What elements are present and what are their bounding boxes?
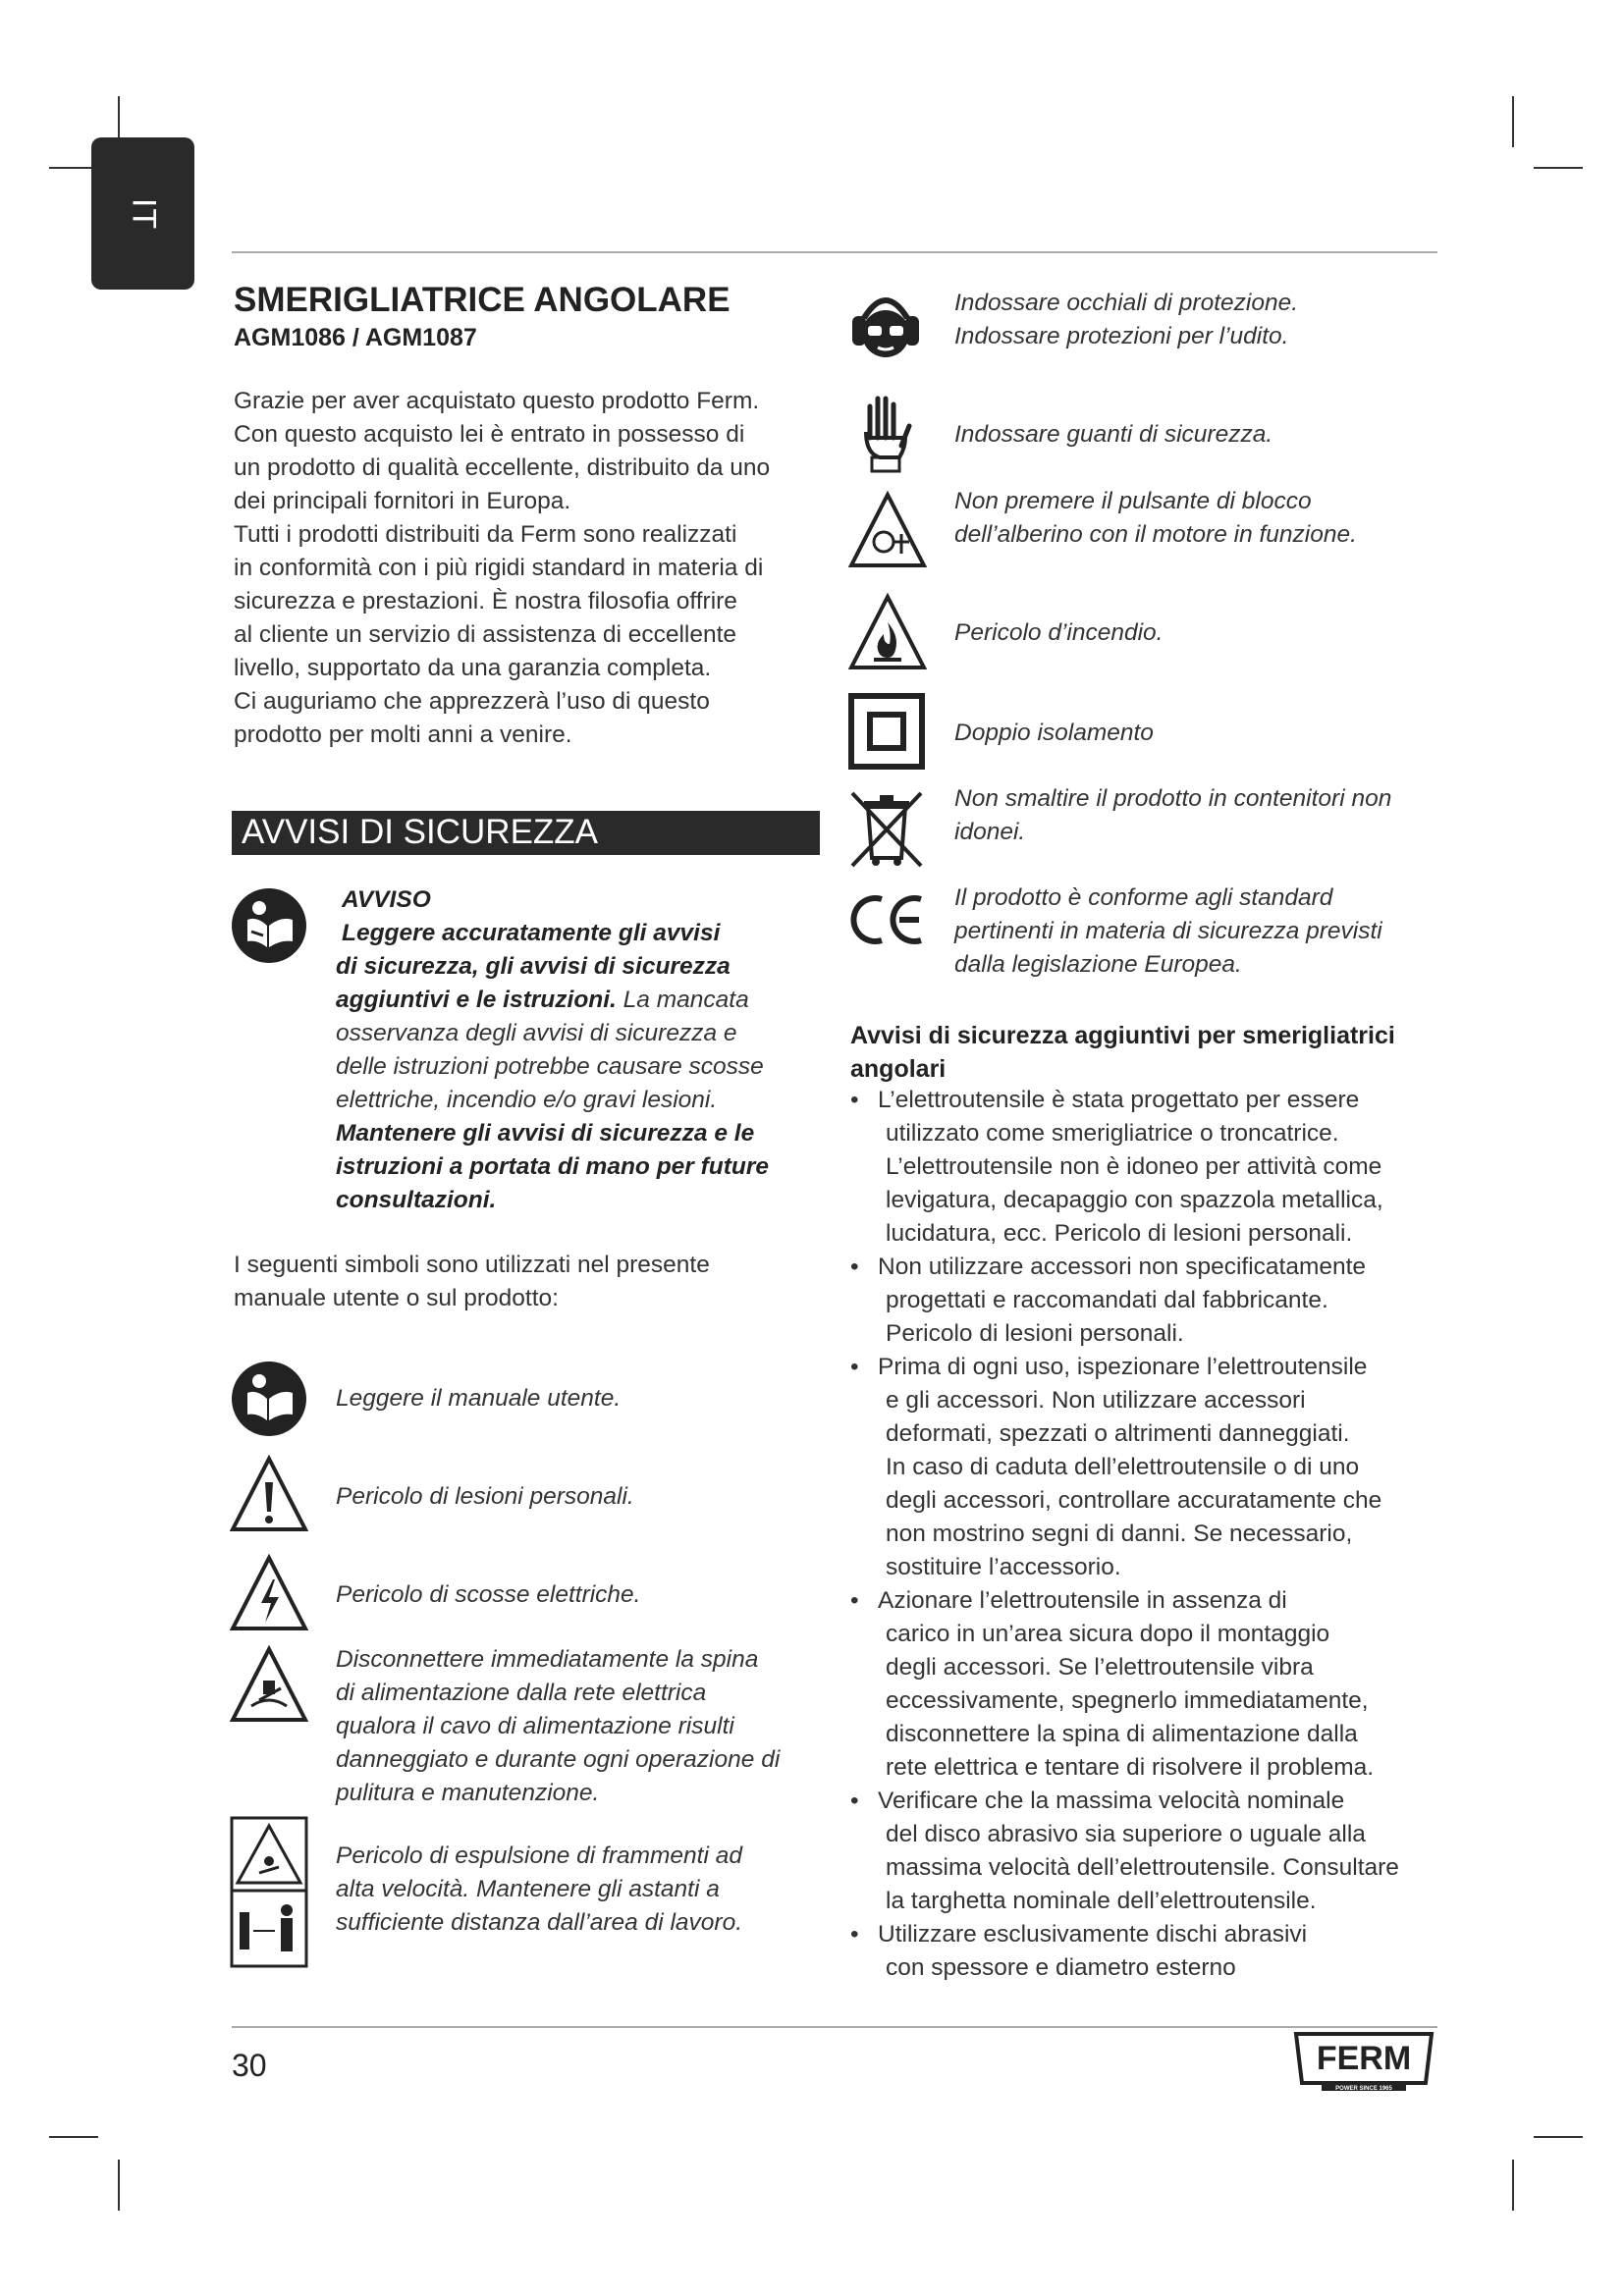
symbols-intro: I seguenti simboli sono utilizzati nel presente manuale utente o sul prodotto: [234, 1252, 710, 1311]
symbol-text-spindle-lock: Non premere il pulsante di blocco dell’alberino con il motore in funzione. [954, 488, 1357, 548]
weee-bin-icon [848, 789, 925, 870]
list-item: • L’elettroutensile è stata progettato per essere utilizzato come smerigliatrice o troncatrice. L’elettroutensile non è idoneo per attività come levigatura, decapaggio con spazzola metallica, lucidatura, ecc. Pericolo di lesioni personali. [850, 1084, 1451, 1251]
read-manual-icon [230, 886, 308, 965]
symbol-text-double-insulation: Doppio isolamento [954, 720, 1154, 746]
symbol-text-gloves: Indossare guanti di sicurezza. [954, 421, 1273, 448]
symbol-text-eye-ear-protection: Indossare occhiali di protezione. Indossare protezioni per l’udito. [954, 290, 1299, 349]
language-tab [91, 137, 194, 290]
page-title: SMERIGLIATRICE ANGOLARE [234, 281, 731, 319]
footer-rule [232, 2026, 1437, 2028]
symbol-text-flying-debris: Pericolo di espulsione di frammenti ad alta velocità. Mantenere gli astanti a sufficiente distanza dall’area di lavoro. [336, 1842, 743, 1936]
crop-mark [1512, 96, 1514, 147]
symbol-text-electric-shock: Pericolo di scosse elettriche. [336, 1581, 641, 1608]
warning-exclamation-icon [230, 1455, 308, 1533]
unplug-icon [230, 1645, 308, 1724]
crop-mark [1534, 2136, 1583, 2138]
list-item: • Azionare l’elettroutensile in assenza di carico in un’area sicura dopo il montaggio degli accessori. Se l’elettroutensile vibra eccessivamente, spegnerlo immediatamente, disconnettere la spina di alimentazione dalla rete elettrica e tentare di risolvere il problema. [850, 1584, 1451, 1785]
ce-mark-icon [848, 889, 927, 948]
symbol-text-personal-injury: Pericolo di lesioni personali. [336, 1483, 634, 1510]
symbol-text-ce-mark: Il prodotto è conforme agli standard pertinenti in materia di sicurezza previsti dalla legislazione Europea. [954, 884, 1382, 978]
additional-warnings-heading: Avvisi di sicurezza aggiuntivi per smerigliatrici angolari [850, 1022, 1395, 1083]
additional-warnings-list [850, 1084, 1451, 1985]
read-manual-icon [230, 1360, 308, 1438]
warning-text: AVVISO Leggere accuratamente gli avvisi di sicurezza, gli avvisi di sicurezza aggiuntivi e le istruzioni. La mancata osservanza degli avvisi di sicurezza e delle istruzioni potrebbe causare scosse elettriche, incendio e/o gravi lesioni. Mantenere gli avvisi di sicurezza e le istruzioni a portata di mano per future consultazioni. [336, 886, 770, 1213]
intro-paragraph: Grazie per aver acquistato questo prodotto Ferm. Con questo acquisto lei è entrato in possesso di un prodotto di qualità eccellente, distribuito da uno dei principali fornitori in Europa. Tutti i prodotti distribuiti da Ferm sono realizzati in conformità con i più rigidi standard in materia di sicurezza e prestazioni. È nostra filosofia offrire al cliente un servizio di assistenza di eccellente livello, supportato da una garanzia completa. Ci auguriamo che apprezzerà l’uso di questo prodotto per molti anni a venire. [234, 388, 771, 748]
svg-text:POWER SINCE 1965: POWER SINCE 1965 [1335, 2086, 1392, 2092]
header-rule [232, 251, 1437, 253]
symbol-text-unplug: Disconnettere immediatamente la spina di alimentazione dalla rete elettrica qualora il cavo di alimentazione risulti danneggiato e durante ogni operazione di pulitura e manutenzione. [336, 1646, 781, 1806]
list-item: • Prima di ogni uso, ispezionare l’elettroutensile e gli accessori. Non utilizzare accessori deformati, spezzati o altrimenti danneggiati. In caso di caduta dell’elettroutensile o di uno degli accessori, controllare accuratamente che non mostrino segni di danni. Se necessario, sostituire l’accessorio. [850, 1351, 1451, 1584]
crop-mark [1512, 2160, 1514, 2211]
eye-ear-protection-icon [848, 289, 923, 367]
language-code: IT [125, 197, 162, 230]
symbol-text-weee: Non smaltire il prodotto in contenitori non idonei. [954, 785, 1392, 845]
flying-debris-icon [230, 1816, 308, 1968]
page-number: 30 [232, 2048, 267, 2083]
section-header [232, 811, 820, 855]
electric-shock-icon [230, 1554, 308, 1632]
svg-text:FERM: FERM [1316, 2040, 1412, 2077]
fire-hazard-icon [848, 593, 927, 671]
gloves-icon [856, 393, 915, 473]
crop-mark [118, 2160, 120, 2211]
double-insulation-icon [848, 693, 925, 770]
ferm-logo [1292, 2032, 1435, 2093]
section-title: AVVISI DI SICUREZZA [242, 813, 599, 851]
list-item: • Non utilizzare accessori non specificatamente progettati e raccomandati dal fabbricante. Pericolo di lesioni personali. [850, 1251, 1451, 1351]
model-numbers: AGM1086 / AGM1087 [234, 324, 477, 351]
symbol-text-read-manual: Leggere il manuale utente. [336, 1385, 622, 1412]
spindle-lock-icon [848, 491, 927, 569]
list-item: • Utilizzare esclusivamente dischi abrasivi con spessore e diametro esterno [850, 1918, 1451, 1985]
crop-mark [49, 2136, 98, 2138]
list-item: • Verificare che la massima velocità nominale del disco abrasivo sia superiore o uguale alla massima velocità dell’elettroutensile. Consultare la targhetta nominale dell’elettroutensile. [850, 1785, 1451, 1918]
symbol-text-fire-hazard: Pericolo d’incendio. [954, 619, 1164, 646]
crop-mark [1534, 167, 1583, 169]
